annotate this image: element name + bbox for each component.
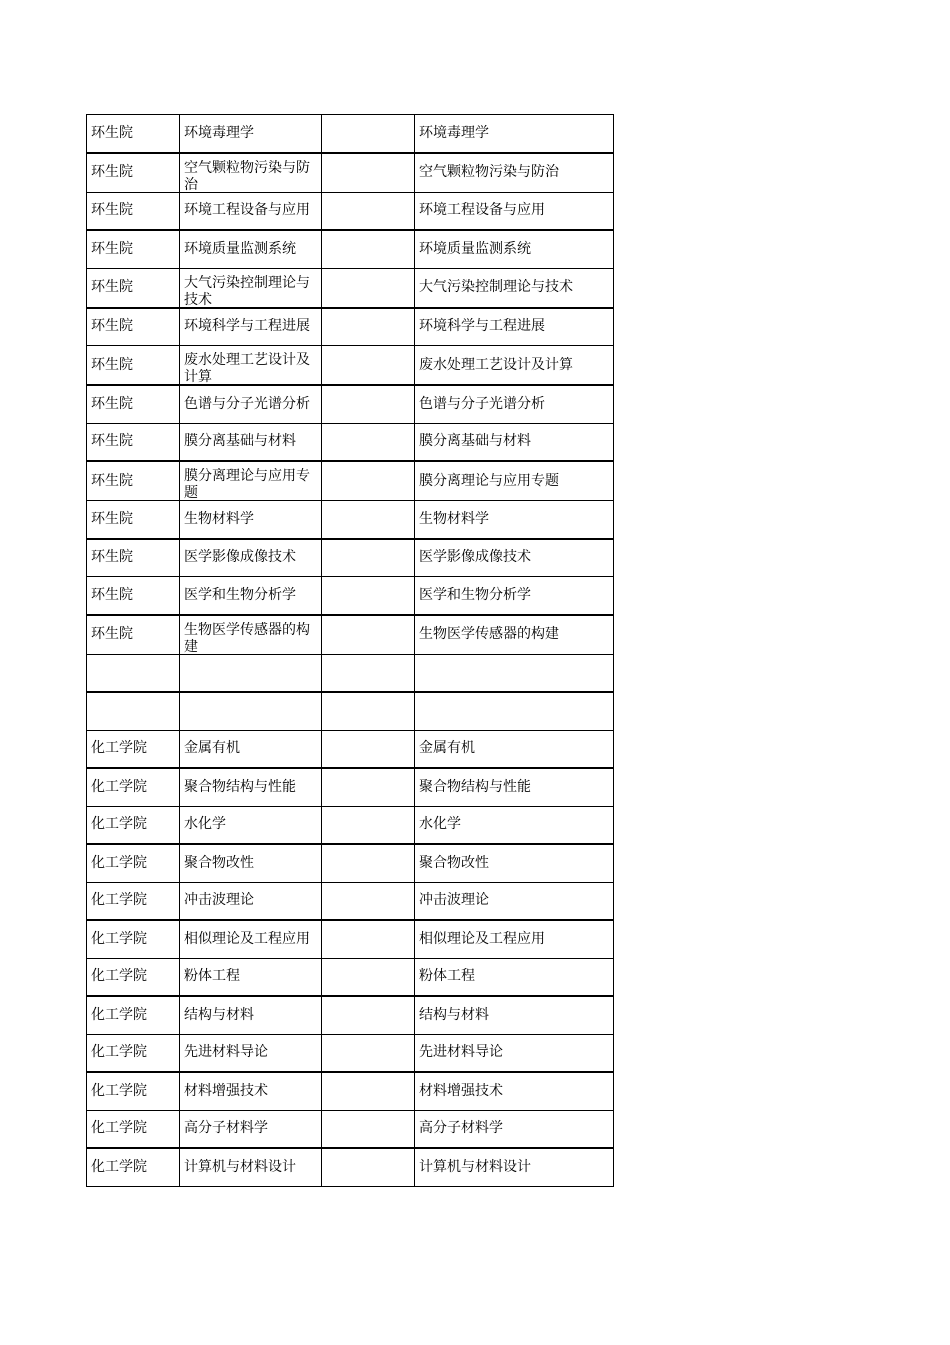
- table-row: [87, 730, 614, 768]
- course-name-repeat-cell[interactable]: [415, 308, 614, 346]
- course-name-repeat-cell[interactable]: [415, 1110, 614, 1148]
- course-name-repeat-cell[interactable]: [415, 844, 614, 882]
- table-row: [87, 577, 614, 615]
- course-name-cell-text: 环境毒理学: [184, 124, 254, 141]
- empty-cell[interactable]: [322, 192, 415, 230]
- course-name-repeat-cell-text: 膜分离基础与材料: [419, 433, 531, 450]
- college-cell-text: 环生院: [91, 433, 133, 450]
- college-cell-text: 化工学院: [91, 930, 147, 947]
- course-name-repeat-cell[interactable]: [415, 461, 614, 501]
- course-name-cell[interactable]: [180, 996, 322, 1034]
- course-name-repeat-cell-text: 废水处理工艺设计及计算: [419, 356, 573, 373]
- course-name-cell[interactable]: [180, 1110, 322, 1148]
- course-name-cell-text: 金属有机: [184, 740, 240, 757]
- college-cell-text: 环生院: [91, 279, 133, 295]
- college-cell[interactable]: [87, 153, 180, 193]
- college-cell[interactable]: [87, 1110, 180, 1148]
- course-name-repeat-cell[interactable]: [415, 730, 614, 768]
- college-cell-text: 环生院: [91, 202, 133, 219]
- college-cell[interactable]: [87, 920, 180, 958]
- course-name-cell[interactable]: [180, 768, 322, 806]
- course-name-cell[interactable]: [180, 230, 322, 268]
- course-name-cell-text: 生物材料学: [184, 510, 254, 527]
- empty-cell[interactable]: [322, 958, 415, 996]
- course-name-repeat-cell[interactable]: [415, 423, 614, 461]
- course-name-cell[interactable]: [180, 577, 322, 615]
- course-name-cell-text: 医学和生物分析学: [184, 586, 296, 603]
- course-name-cell-text: 膜分离理论与应用专题: [184, 468, 310, 500]
- course-name-cell-text: 空气颗粒物污染与防治: [184, 159, 310, 192]
- course-name-cell-text: 大气污染控制理论与技术: [184, 274, 310, 307]
- course-name-cell[interactable]: [180, 1034, 322, 1072]
- empty-cell[interactable]: [322, 115, 415, 153]
- table-row: [87, 461, 614, 501]
- course-name-repeat-cell-text: 计算机与材料设计: [419, 1158, 531, 1175]
- college-cell[interactable]: [87, 654, 180, 692]
- course-name-cell[interactable]: [180, 920, 322, 958]
- empty-cell[interactable]: [322, 230, 415, 268]
- course-name-cell-text: 粉体工程: [184, 968, 240, 985]
- college-cell-text: 环生院: [91, 472, 133, 489]
- college-cell[interactable]: [87, 192, 180, 230]
- course-name-repeat-cell-text: 膜分离理论与应用专题: [419, 472, 559, 489]
- empty-cell[interactable]: [322, 996, 415, 1034]
- course-name-cell-text: 色谱与分子光谱分析: [184, 395, 310, 412]
- course-name-repeat-cell[interactable]: [415, 577, 614, 615]
- table-row: [87, 153, 614, 193]
- empty-cell[interactable]: [322, 1148, 415, 1186]
- course-name-repeat-cell[interactable]: [415, 539, 614, 577]
- course-name-repeat-cell-text: 生物医学传感器的构建: [419, 626, 559, 642]
- course-name-cell-text: 环境工程设备与应用: [184, 202, 310, 219]
- college-cell-text: 环生院: [91, 626, 133, 642]
- course-name-cell[interactable]: [180, 654, 322, 692]
- course-name-repeat-cell-text: 环境科学与工程进展: [419, 318, 545, 335]
- course-name-cell[interactable]: [180, 346, 322, 386]
- table-row: [87, 844, 614, 882]
- course-name-repeat-cell[interactable]: [415, 996, 614, 1034]
- course-name-cell[interactable]: [180, 730, 322, 768]
- table-row: [87, 423, 614, 461]
- course-name-repeat-cell[interactable]: [415, 882, 614, 920]
- college-cell[interactable]: [87, 768, 180, 806]
- table-row: [87, 654, 614, 692]
- empty-cell[interactable]: [322, 577, 415, 615]
- table-row: [87, 996, 614, 1034]
- course-name-cell[interactable]: [180, 882, 322, 920]
- empty-cell[interactable]: [322, 308, 415, 346]
- table-row: [87, 192, 614, 230]
- table-row: [87, 308, 614, 346]
- course-name-repeat-cell[interactable]: [415, 115, 614, 153]
- college-cell-text: 环生院: [91, 318, 133, 335]
- college-cell-text: 环生院: [91, 510, 133, 527]
- college-cell[interactable]: [87, 1148, 180, 1186]
- course-name-repeat-cell[interactable]: [415, 615, 614, 655]
- empty-cell[interactable]: [322, 844, 415, 882]
- table-row: [87, 882, 614, 920]
- table-row: [87, 768, 614, 806]
- table-row: [87, 692, 614, 730]
- table-row: [87, 1034, 614, 1072]
- college-cell[interactable]: [87, 806, 180, 844]
- college-cell[interactable]: [87, 615, 180, 655]
- course-name-repeat-cell-text: 聚合物结构与性能: [419, 778, 531, 795]
- college-cell[interactable]: [87, 230, 180, 268]
- course-name-cell[interactable]: [180, 308, 322, 346]
- course-name-cell-text: 生物医学传感器的构建: [184, 621, 310, 654]
- college-cell[interactable]: [87, 461, 180, 501]
- table-row: [87, 958, 614, 996]
- course-name-cell-text: 水化学: [184, 816, 226, 833]
- course-name-repeat-cell[interactable]: [415, 192, 614, 230]
- college-cell-text: 环生院: [91, 549, 133, 566]
- college-cell-text: 化工学院: [91, 778, 147, 795]
- course-name-repeat-cell[interactable]: [415, 768, 614, 806]
- empty-cell[interactable]: [322, 153, 415, 193]
- college-cell[interactable]: [87, 958, 180, 996]
- course-name-repeat-cell[interactable]: [415, 692, 614, 730]
- table-row: [87, 806, 614, 844]
- course-name-cell-text: 高分子材料学: [184, 1120, 268, 1137]
- table-row: [87, 501, 614, 539]
- course-name-repeat-cell[interactable]: [415, 346, 614, 386]
- college-cell-text: 化工学院: [91, 816, 147, 833]
- college-cell-text: 环生院: [91, 164, 133, 180]
- course-name-cell[interactable]: [180, 615, 322, 655]
- course-name-repeat-cell[interactable]: [415, 654, 614, 692]
- course-name-cell-text: 医学影像成像技术: [184, 549, 296, 566]
- empty-cell[interactable]: [322, 806, 415, 844]
- empty-cell[interactable]: [322, 268, 415, 308]
- college-cell[interactable]: [87, 501, 180, 539]
- table-row: [87, 268, 614, 308]
- course-name-repeat-cell[interactable]: [415, 501, 614, 539]
- table-row: [87, 230, 614, 268]
- college-cell-text: 化工学院: [91, 1082, 147, 1099]
- course-name-cell[interactable]: [180, 1148, 322, 1186]
- course-name-repeat-cell-text: 冲击波理论: [419, 892, 489, 909]
- college-cell-text: 化工学院: [91, 968, 147, 985]
- course-name-repeat-cell-text: 生物材料学: [419, 510, 489, 527]
- table-row: [87, 1072, 614, 1110]
- course-name-cell[interactable]: [180, 806, 322, 844]
- course-table-body: [87, 115, 614, 1187]
- course-name-cell[interactable]: [180, 385, 322, 423]
- course-name-cell[interactable]: [180, 844, 322, 882]
- college-cell[interactable]: [87, 423, 180, 461]
- course-name-repeat-cell-text: 材料增强技术: [419, 1082, 503, 1099]
- course-name-cell[interactable]: [180, 1072, 322, 1110]
- course-name-repeat-cell[interactable]: [415, 153, 614, 193]
- empty-cell[interactable]: [322, 1072, 415, 1110]
- course-name-cell-text: 结构与材料: [184, 1006, 254, 1023]
- table-row: [87, 615, 614, 655]
- course-name-repeat-cell-text: 粉体工程: [419, 968, 475, 985]
- course-name-repeat-cell[interactable]: [415, 268, 614, 308]
- course-name-repeat-cell[interactable]: [415, 1148, 614, 1186]
- course-name-cell-text: 聚合物结构与性能: [184, 778, 296, 795]
- course-name-repeat-cell-text: 色谱与分子光谱分析: [419, 395, 545, 412]
- course-name-repeat-cell[interactable]: [415, 385, 614, 423]
- course-table: [86, 114, 614, 1187]
- empty-cell[interactable]: [322, 1034, 415, 1072]
- college-cell-text: 化工学院: [91, 854, 147, 871]
- college-cell[interactable]: [87, 730, 180, 768]
- course-name-repeat-cell-text: 高分子材料学: [419, 1120, 503, 1137]
- course-name-cell[interactable]: [180, 268, 322, 308]
- college-cell[interactable]: [87, 996, 180, 1034]
- table-row: [87, 346, 614, 386]
- empty-cell[interactable]: [322, 920, 415, 958]
- college-cell-text: 化工学院: [91, 740, 147, 757]
- empty-cell[interactable]: [322, 346, 415, 386]
- college-cell[interactable]: [87, 539, 180, 577]
- college-cell[interactable]: [87, 115, 180, 153]
- course-name-repeat-cell[interactable]: [415, 1034, 614, 1072]
- college-cell[interactable]: [87, 1034, 180, 1072]
- course-name-cell[interactable]: [180, 958, 322, 996]
- college-cell[interactable]: [87, 577, 180, 615]
- course-name-cell-text: 膜分离基础与材料: [184, 433, 296, 450]
- empty-cell[interactable]: [322, 461, 415, 501]
- course-name-cell-text: 环境科学与工程进展: [184, 318, 310, 335]
- college-cell[interactable]: [87, 844, 180, 882]
- table-row: [87, 1148, 614, 1186]
- course-name-repeat-cell[interactable]: [415, 1072, 614, 1110]
- college-cell-text: 环生院: [91, 356, 133, 373]
- college-cell[interactable]: [87, 385, 180, 423]
- course-name-repeat-cell-text: 先进材料导论: [419, 1044, 503, 1061]
- empty-cell[interactable]: [322, 882, 415, 920]
- table-row: [87, 115, 614, 153]
- course-name-cell[interactable]: [180, 501, 322, 539]
- course-name-repeat-cell-text: 聚合物改性: [419, 854, 489, 871]
- course-name-repeat-cell-text: 环境毒理学: [419, 124, 489, 141]
- college-cell[interactable]: [87, 346, 180, 386]
- college-cell-text: 化工学院: [91, 1120, 147, 1137]
- course-name-cell-text: 聚合物改性: [184, 854, 254, 871]
- college-cell[interactable]: [87, 308, 180, 346]
- empty-cell[interactable]: [322, 654, 415, 692]
- college-cell-text: 化工学院: [91, 892, 147, 909]
- table-row: [87, 385, 614, 423]
- course-name-cell-text: 材料增强技术: [184, 1082, 268, 1099]
- college-cell[interactable]: [87, 692, 180, 730]
- course-name-repeat-cell-text: 结构与材料: [419, 1006, 489, 1023]
- course-name-repeat-cell-text: 医学影像成像技术: [419, 549, 531, 566]
- empty-cell[interactable]: [322, 501, 415, 539]
- empty-cell[interactable]: [322, 615, 415, 655]
- college-cell[interactable]: [87, 268, 180, 308]
- course-name-repeat-cell[interactable]: [415, 230, 614, 268]
- course-name-repeat-cell-text: 空气颗粒物污染与防治: [419, 164, 559, 180]
- college-cell[interactable]: [87, 882, 180, 920]
- course-name-cell[interactable]: [180, 539, 322, 577]
- course-name-repeat-cell[interactable]: [415, 806, 614, 844]
- empty-cell[interactable]: [322, 768, 415, 806]
- college-cell[interactable]: [87, 1072, 180, 1110]
- course-name-cell-text: 冲击波理论: [184, 892, 254, 909]
- college-cell-text: 化工学院: [91, 1044, 147, 1061]
- empty-cell[interactable]: [322, 385, 415, 423]
- course-name-cell[interactable]: [180, 692, 322, 730]
- empty-cell[interactable]: [322, 423, 415, 461]
- college-cell-text: 环生院: [91, 586, 133, 603]
- table-row: [87, 1110, 614, 1148]
- empty-cell[interactable]: [322, 730, 415, 768]
- course-name-cell-text: 废水处理工艺设计及计算: [184, 352, 310, 384]
- course-name-cell-text: 计算机与材料设计: [184, 1158, 296, 1175]
- course-name-cell[interactable]: [180, 461, 322, 501]
- course-name-cell-text: 环境质量监测系统: [184, 240, 296, 257]
- college-cell-text: 化工学院: [91, 1158, 147, 1175]
- course-name-cell[interactable]: [180, 115, 322, 153]
- course-name-repeat-cell-text: 医学和生物分析学: [419, 586, 531, 603]
- empty-cell[interactable]: [322, 539, 415, 577]
- course-name-repeat-cell-text: 金属有机: [419, 740, 475, 757]
- course-name-repeat-cell-text: 环境工程设备与应用: [419, 202, 545, 219]
- college-cell-text: 环生院: [91, 240, 133, 257]
- college-cell-text: 化工学院: [91, 1006, 147, 1023]
- course-name-repeat-cell-text: 相似理论及工程应用: [419, 930, 545, 947]
- course-name-repeat-cell-text: 环境质量监测系统: [419, 240, 531, 257]
- course-name-repeat-cell-text: 水化学: [419, 816, 461, 833]
- course-name-cell-text: 相似理论及工程应用: [184, 930, 310, 947]
- course-name-cell-text: 先进材料导论: [184, 1044, 268, 1061]
- college-cell-text: 环生院: [91, 395, 133, 412]
- course-name-repeat-cell[interactable]: [415, 920, 614, 958]
- course-name-repeat-cell[interactable]: [415, 958, 614, 996]
- empty-cell[interactable]: [322, 692, 415, 730]
- college-cell-text: 环生院: [91, 124, 133, 141]
- course-name-repeat-cell-text: 大气污染控制理论与技术: [419, 279, 573, 295]
- course-name-cell[interactable]: [180, 423, 322, 461]
- table-row: [87, 539, 614, 577]
- table-row: [87, 920, 614, 958]
- empty-cell[interactable]: [322, 1110, 415, 1148]
- course-name-cell[interactable]: [180, 153, 322, 193]
- course-name-cell[interactable]: [180, 192, 322, 230]
